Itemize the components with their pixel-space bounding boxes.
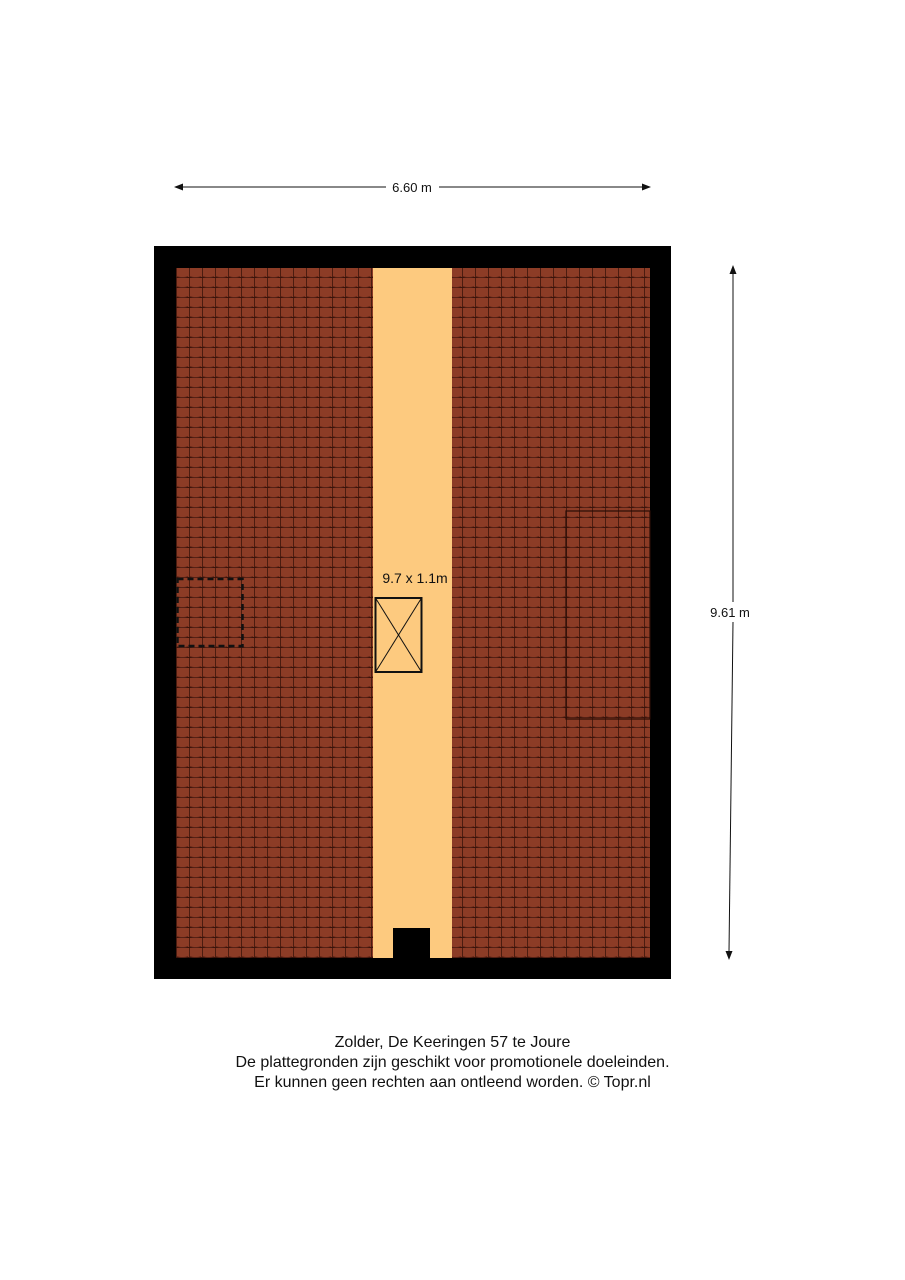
height-dimension-line-bottom (729, 622, 733, 952)
room-size-label: 9.7 x 1.1m (382, 570, 448, 586)
caption-disclaimer-2: Er kunnen geen rechten aan ontleend worden. © Topr.nl (254, 1074, 651, 1091)
arrow-down-icon (726, 951, 733, 960)
arrow-up-icon (730, 265, 737, 274)
caption (0, 1033, 905, 1093)
caption-disclaimer-1: De plattegronden zijn geschikt voor promotionele doeleinden. (235, 1054, 670, 1071)
caption-title: Zolder, De Keeringen 57 te Joure (334, 1034, 571, 1051)
roof-slope-right (452, 268, 650, 958)
width-dimension (174, 180, 651, 195)
arrow-left-icon (174, 184, 183, 191)
chimney (393, 928, 430, 960)
height-dimension (710, 265, 750, 960)
arrow-right-icon (642, 184, 651, 191)
width-label: 6.60 m (392, 180, 432, 195)
roof-slope-left (176, 268, 373, 958)
height-label: 9.61 m (710, 605, 750, 620)
